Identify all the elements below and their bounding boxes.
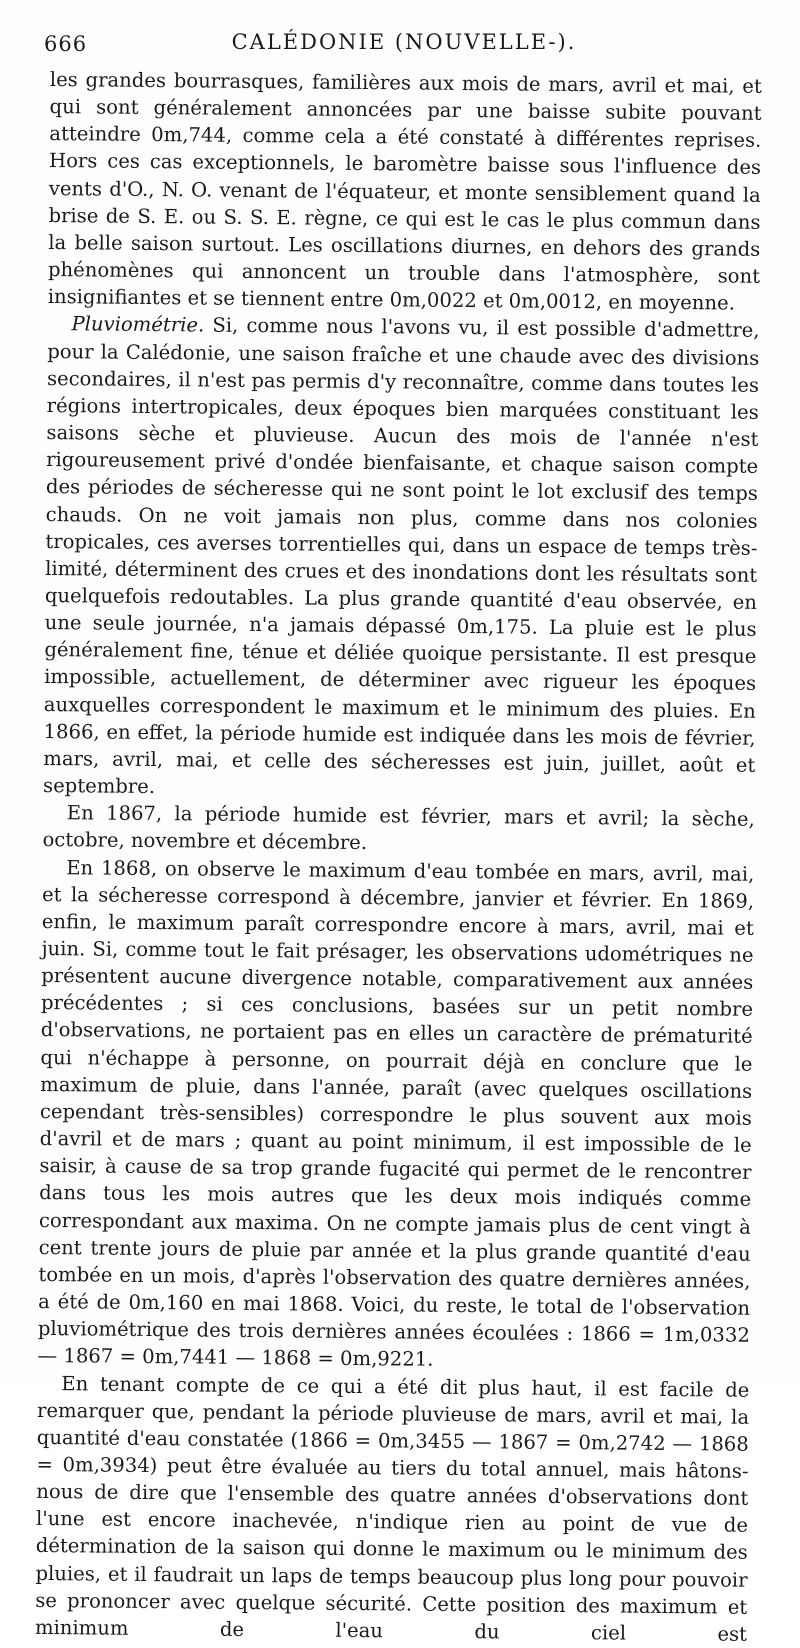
- paragraph-rainy-period: [35, 1369, 750, 1647]
- paragraph-1867: [42, 799, 754, 860]
- page-number: 666: [44, 32, 88, 56]
- paragraph-pluviometrie: [43, 310, 760, 806]
- paragraph-text: En tenant compte de ce qui a été dit plus haut, il est facile de remarquer que, pendant la période pluvieuse de mars, avril et mai, la quantité d'eau constatée (1866 = 0m,3455 — 1867 = 0m,2742 — 1868 = 0m,3934) peut être évaluée au tiers du total annuel, mais hâtons-nous de dire que l'ensemble des quatre années d'observations dont l'une est encore inachevée, n'indique rien au point de vue de détermination de la saison qui donne le maximum ou le minimum des pluies, et il faudrait un laps de temps beaucoup plus long pour pouvoir se prononcer avec quelque sécurité. Cette position des maximum et minimum de l'eau du ciel est: [34, 1371, 750, 1646]
- paragraph-text: En 1867, la période humide est février, mars et avril; la sèche, octobre, novembre et décembre.: [42, 801, 755, 855]
- paragraph-1868: [37, 853, 754, 1376]
- running-title: CALÉDONIE (NOUVELLE-).: [231, 30, 577, 54]
- paragraph-text: Si, comme nous l'avons vu, il est possible d'admettre, pour la Calédonie, une saison fraîche et une chaude avec des divisions secondaires, il n'est pas permis d'y reconnaître, comme dans toutes les régions intertropicales, deux époques bien marquées constituant les saisons sèche et pluvieuse. Aucun des mois de l'année n'est rigoureusement privé d'ondée bienfaisante, et chaque saison compte des périodes de sécheresse qui ne sont point le lot exclusif des temps chauds. On ne voit jamais non plus, comme dans nos colonies tropicales, ces averses torrentielles qui, dans un espace de temps très-limité, déterminent des crues et des inondations dont les résultats sont quelquefois redoutables. La plus grande quantité d'eau observée, en une seule journée, n'a jamais dépassé 0m,175. La pluie est le plus généralement fine, ténue et déliée quoique persistante. Il est presque impossible, actuellement, de déterminer avec rigueur les époques auxquelles correspondent le maximum et le minimum des pluies. En 1866, en effet, la période humide est indiquée dans les mois de février, mars, avril, mai, et celle des sécheresses est juin, juillet, août et septembre.: [42, 313, 760, 799]
- paragraph-barometer: [48, 66, 762, 317]
- paragraph-text: En 1868, on observe le maximum d'eau tombée en mars, avril, mai, et la sécheresse correspond à décembre, janvier et février. En 1869, enfin, le maximum paraît correspondre encore à mars, avril, mai et juin. Si, comme tout le fait présager, les observations udométriques ne présentent aucune divergence notable, comparativement aux années précédentes ; si ces conclusions, basées sur un petit nombre d'observations, ne portaient pas en elles un caractère de prématurité qui n'échappe à personne, on pourrait déjà en conclure que le maximum de pluie, dans l'année, paraît (avec quelques oscillations cependant très-sensibles) correspondre le plus souvent aux mois d'avril et de mars ; quant au point minimum, il est impossible de le saisir, à cause de sa trop grande fugacité qui permet de le rencontrer dans tous les mois autres que les deux mois indiqués comme correspondant aux maxima. On ne compte jamais plus de cent vingt à cent trente jours de pluie par année et la plus grande quantité d'eau tombée en un mois, d'après l'observation des quatre dernières années, a été de 0m,160 en mai 1868. Voici, du reste, le total de l'observation pluviométrique des trois dernières années écoulées : 1866 = 1m,0332 — 1867 = 0m,7441 — 1868 = 0m,9221.: [37, 855, 755, 1372]
- page-header: [44, 28, 764, 64]
- body-text: [35, 66, 762, 1648]
- paragraph-text: les grandes bourrasques, familières aux mois de mars, avril et mai, et qui sont généralement annoncées par une baisse subite pouvant atteindre 0m,744, comme cela a été constaté à différentes reprises. Hors ces cas exceptionnels, le baromètre baisse sous l'influence des vents d'O., N. O. venant de l'équateur, et monte sensiblement quand la brise de S. E. ou S. S. E. règne, ce qui est le cas le plus commun dans la belle saison surtout. Les oscillations diurnes, en dehors des grands phénomènes qui annoncent un trouble dans l'atmosphère, sont insignifiantes et se tiennent entre 0m,0022 et 0m,0012, en moyenne.: [47, 67, 762, 315]
- paragraph-lead: Pluviométrie.: [71, 312, 205, 337]
